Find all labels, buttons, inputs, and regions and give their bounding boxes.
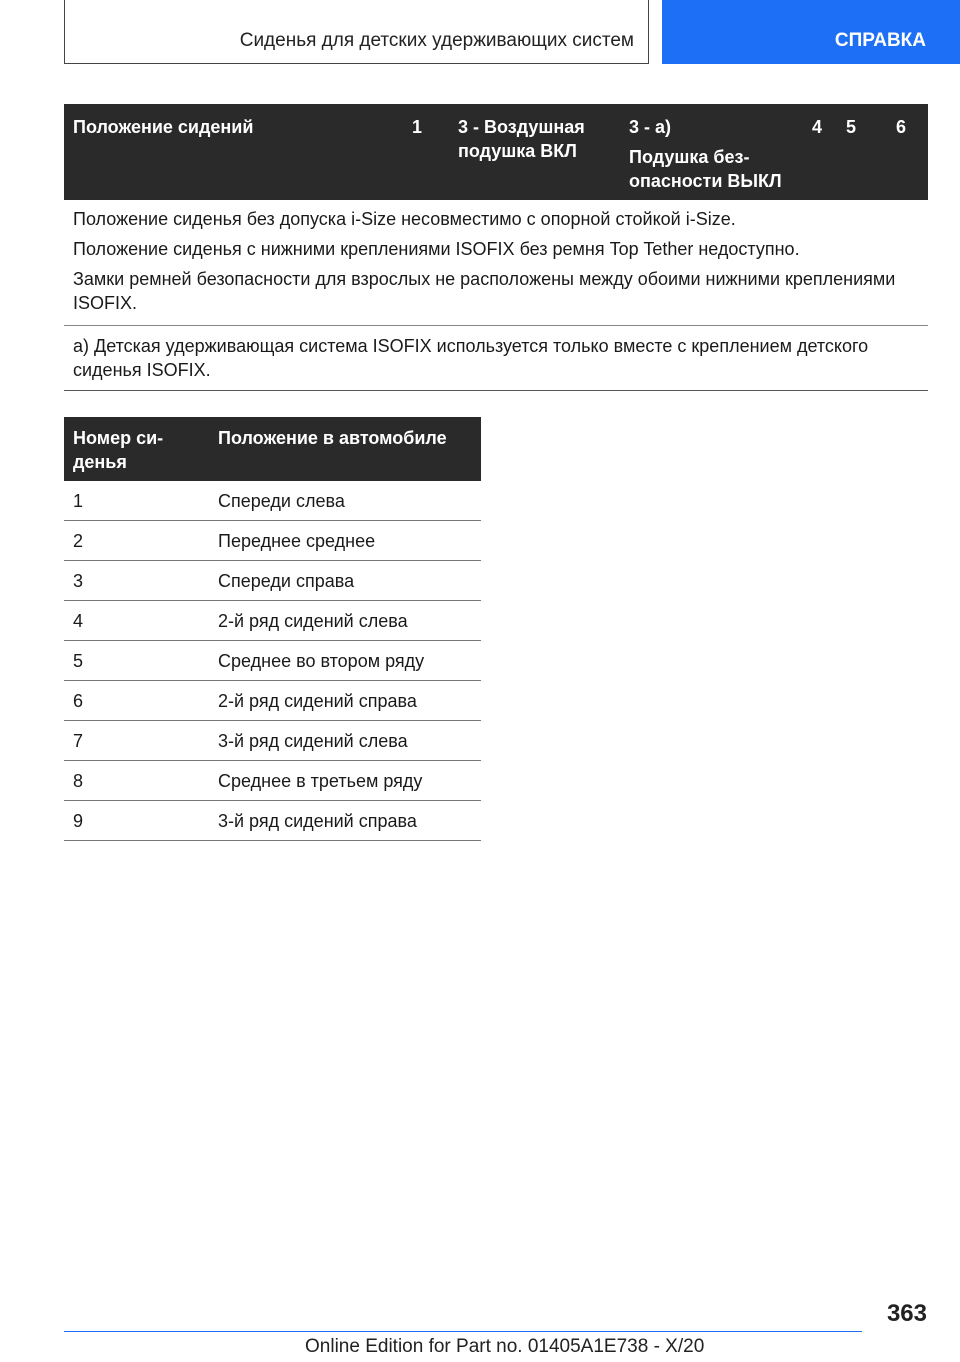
table-row <box>64 641 481 681</box>
seat-position: 2-й ряд сидений справа <box>218 691 417 711</box>
seat-position: Среднее в третьем ряду <box>218 771 423 791</box>
seat-number: 4 <box>73 611 84 631</box>
seat-position: 3-й ряд сидений слева <box>218 731 408 751</box>
note-text: Положение сиденья с нижними креплениями ISOFIX без ремня Top Tether недоступно. <box>73 239 800 259</box>
header-cell: 4 <box>812 117 823 137</box>
seat-number: 1 <box>73 491 84 511</box>
table-row <box>64 561 481 601</box>
seat-position: 3-й ряд сидений справа <box>218 811 417 831</box>
header-box <box>64 0 649 64</box>
section-tab-label: СПРАВКА <box>834 30 926 51</box>
table-row <box>64 601 481 641</box>
seat-number: 5 <box>73 651 84 671</box>
table-row <box>64 721 481 761</box>
seat-number: 7 <box>73 731 84 751</box>
seat-position: 2-й ряд сидений слева <box>218 611 408 631</box>
header-cell: 3 - а) <box>629 117 672 137</box>
footer-divider <box>64 1331 862 1332</box>
table-row <box>64 521 481 561</box>
seat-position: Переднее среднее <box>218 531 376 551</box>
header-cell: 5 <box>846 117 857 137</box>
header-cell: Положение сидений <box>73 117 254 137</box>
table-row <box>64 681 481 721</box>
seat-number: 3 <box>73 571 84 591</box>
header-cell-group <box>629 115 809 193</box>
seat-positions-table <box>64 104 928 391</box>
header-cell: 1 <box>412 117 423 137</box>
table-row <box>64 801 481 841</box>
seat-number: 9 <box>73 811 84 831</box>
header-cell: 3 - Воздушная подушка ВКЛ <box>458 117 585 161</box>
table-notes <box>64 200 928 326</box>
note-text: Положение сиденья без допуска i-Size несовместимо с опорной стойкой i-Size. <box>73 209 736 229</box>
header-cell: 6 <box>896 117 907 137</box>
seat-numbers-table <box>64 417 481 841</box>
footer-text: Online Edition for Part no. 01405A1E738 - X/20 <box>305 1336 705 1357</box>
header-cell: Подушка без-опасности ВЫКЛ <box>629 147 782 191</box>
section-tab[interactable] <box>662 0 960 64</box>
footnote: а) Детская удерживающая система ISOFIX используется только вместе с креплением детского сиденья ISOFIX. <box>64 326 928 391</box>
seat-position: Среднее во втором ряду <box>218 651 425 671</box>
seat-number: 8 <box>73 771 84 791</box>
note-text: Замки ремней безопасности для взрослых не расположены между обоими нижними креплениями ISOFIX. <box>73 269 896 313</box>
seat-position: Спереди справа <box>218 571 355 591</box>
header-cell: Номер си-денья <box>73 428 164 472</box>
header-cell: Положение в автомобиле <box>218 428 447 448</box>
seat-positions-table-header <box>64 104 928 200</box>
table-row <box>64 481 481 521</box>
seat-number: 2 <box>73 531 84 551</box>
table-row <box>64 761 481 801</box>
seat-numbers-table-header <box>64 417 481 481</box>
seat-number: 6 <box>73 691 84 711</box>
chapter-title: Сиденья для детских удерживающих систем <box>239 30 634 51</box>
page-number: 363 <box>886 1300 927 1327</box>
seat-position: Спереди слева <box>218 491 345 511</box>
